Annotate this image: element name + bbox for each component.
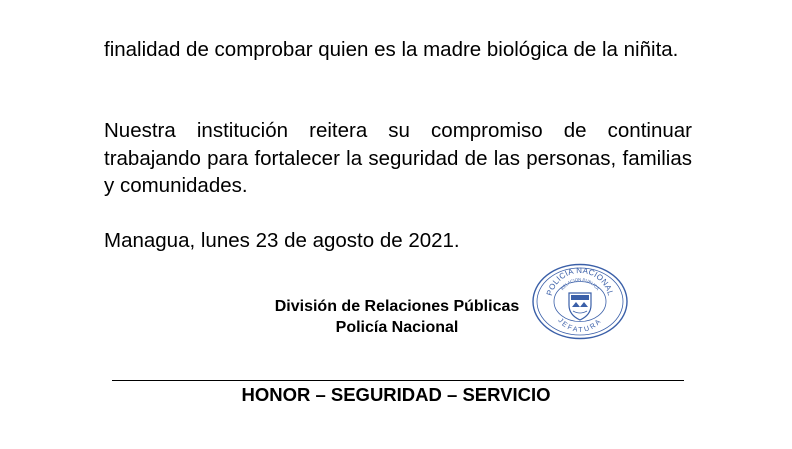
police-seal-stamp (531, 263, 629, 340)
signature-block (238, 296, 556, 338)
body-paragraph-1: finalidad de comprobar quien es la madre biológica de la niñita. (104, 38, 679, 61)
footer-motto: HONOR – SEGURIDAD – SERVICIO (241, 384, 551, 405)
signature-institution: Policía Nacional (335, 319, 459, 336)
seal-shield-icon (569, 293, 591, 320)
seal-bottom-text: JEFATURA (556, 317, 604, 334)
seal-top-text: POLICIA NACIONAL (544, 265, 616, 297)
seal-inner-text: RELACION PUBLICA (559, 276, 601, 292)
body-paragraph-2: Nuestra institución reitera su compromiso de continuar trabajando para fortalecer la seguridad de las personas, familias y comunidades. (104, 119, 692, 197)
dateline: Managua, lunes 23 de agosto de 2021. (104, 229, 460, 252)
signature-department: División de Relaciones Públicas (274, 298, 520, 315)
footer-divider (112, 380, 684, 381)
